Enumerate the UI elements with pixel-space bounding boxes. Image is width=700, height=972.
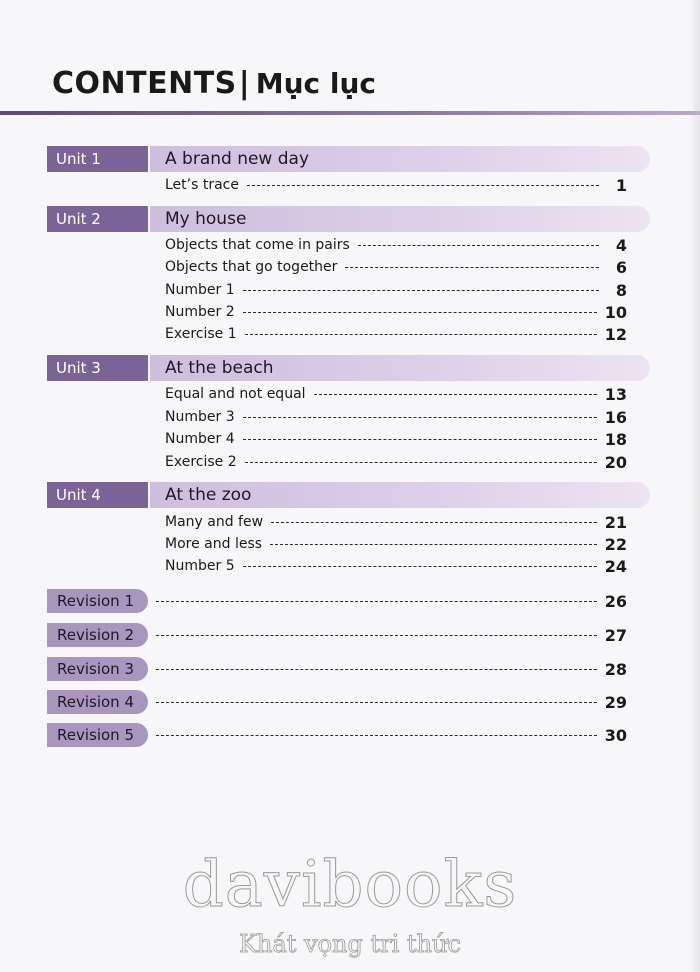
- leader-dashes: [243, 566, 597, 567]
- toc-entry-title: Number 3: [165, 409, 235, 425]
- toc-entry-page: 8: [615, 280, 627, 300]
- revision-entry[interactable]: [47, 656, 627, 682]
- toc-entry-title: Let’s trace: [165, 177, 239, 193]
- toc-entry-page: 4: [615, 235, 627, 255]
- toc-entry[interactable]: [165, 451, 627, 473]
- revision-label: Revision 1: [47, 589, 148, 613]
- leader-dashes: [358, 245, 599, 246]
- leader-dashes: [156, 702, 597, 703]
- toc-entry-page: 1: [615, 175, 627, 195]
- toc-entry-title: Number 1: [165, 282, 235, 298]
- unit-title: At the beach: [150, 355, 650, 381]
- toc-entry-page: 16: [604, 407, 627, 427]
- revision-label: Revision 2: [47, 623, 148, 647]
- leader-dashes: [245, 462, 597, 463]
- toc-entry[interactable]: [165, 174, 627, 196]
- unit-label: Unit 1: [47, 146, 148, 172]
- toc-entry[interactable]: [165, 383, 627, 405]
- page-title: [52, 66, 376, 106]
- unit-label: Unit 3: [47, 355, 148, 381]
- toc-entry-page: 21: [604, 512, 627, 532]
- leader-dashes: [314, 394, 597, 395]
- toc-entry-page: 22: [604, 534, 627, 554]
- unit-header[interactable]: [47, 355, 650, 381]
- revision-entry[interactable]: [47, 722, 627, 748]
- leader-dashes: [245, 334, 597, 335]
- toc-entry-title: More and less: [165, 536, 263, 552]
- leader-dashes: [156, 635, 597, 636]
- unit-header[interactable]: [47, 146, 650, 172]
- revision-entry[interactable]: [47, 622, 627, 648]
- toc-entry-title: Objects that go together: [165, 259, 338, 275]
- watermark-brand: davibooks: [182, 848, 518, 922]
- unit-header[interactable]: [47, 206, 650, 232]
- toc-entry[interactable]: [165, 533, 627, 555]
- toc-entry[interactable]: [165, 406, 627, 428]
- toc-entry[interactable]: [165, 234, 627, 256]
- page-edge-shadow: [690, 0, 700, 972]
- revision-page: 28: [604, 659, 627, 679]
- toc-entry-title: Many and few: [165, 514, 264, 530]
- leader-dashes: [345, 267, 599, 268]
- leader-dashes: [271, 522, 597, 523]
- unit-label: Unit 2: [47, 206, 148, 232]
- leader-dashes: [156, 601, 597, 602]
- leader-dashes: [156, 735, 597, 736]
- leader-dashes: [243, 439, 597, 440]
- revision-page: 26: [604, 591, 627, 611]
- page-title-english: CONTENTS: [52, 66, 237, 101]
- revision-label: Revision 5: [47, 723, 148, 747]
- toc-entry-page: 6: [615, 257, 627, 277]
- leader-dashes: [243, 312, 597, 313]
- toc-entry[interactable]: [165, 256, 627, 278]
- toc-entry-page: 20: [604, 452, 627, 472]
- unit-title: At the zoo: [150, 482, 650, 508]
- unit-title: My house: [150, 206, 650, 232]
- toc-entry-page: 12: [604, 324, 627, 344]
- revision-entry[interactable]: [47, 689, 627, 715]
- leader-dashes: [270, 544, 597, 545]
- revision-page: 30: [604, 725, 627, 745]
- unit-header[interactable]: [47, 482, 650, 508]
- page-title-separator: |: [238, 66, 250, 101]
- toc-entry-title: Objects that come in pairs: [165, 237, 350, 253]
- page-title-vietnamese: Mục lục: [255, 67, 377, 100]
- toc-entry-page: 10: [604, 302, 627, 322]
- leader-dashes: [243, 417, 597, 418]
- toc-entry-title: Exercise 1: [165, 326, 237, 342]
- toc-entry[interactable]: [165, 279, 627, 301]
- toc-entry-title: Equal and not equal: [165, 386, 306, 402]
- revision-label: Revision 3: [47, 657, 148, 681]
- watermark-tagline: Khát vọng tri thức: [239, 930, 461, 958]
- toc-entry-title: Exercise 2: [165, 454, 237, 470]
- toc-entry[interactable]: [165, 301, 627, 323]
- title-divider: [0, 111, 700, 115]
- toc-entry-page: 24: [604, 556, 627, 576]
- toc-entry[interactable]: [165, 428, 627, 450]
- toc-entry[interactable]: [165, 511, 627, 533]
- unit-title: A brand new day: [150, 146, 650, 172]
- leader-dashes: [243, 290, 599, 291]
- toc-entry[interactable]: [165, 555, 627, 577]
- toc-entry-page: 13: [604, 384, 627, 404]
- leader-dashes: [156, 669, 597, 670]
- revision-page: 27: [604, 625, 627, 645]
- toc-entry-title: Number 4: [165, 431, 235, 447]
- revision-entry[interactable]: [47, 588, 627, 614]
- leader-dashes: [247, 185, 599, 186]
- toc-entry-title: Number 5: [165, 558, 235, 574]
- unit-label: Unit 4: [47, 482, 148, 508]
- toc-entry-title: Number 2: [165, 304, 235, 320]
- toc-entry-page: 18: [604, 429, 627, 449]
- revision-label: Revision 4: [47, 690, 148, 714]
- toc-entry[interactable]: [165, 323, 627, 345]
- revision-page: 29: [604, 692, 627, 712]
